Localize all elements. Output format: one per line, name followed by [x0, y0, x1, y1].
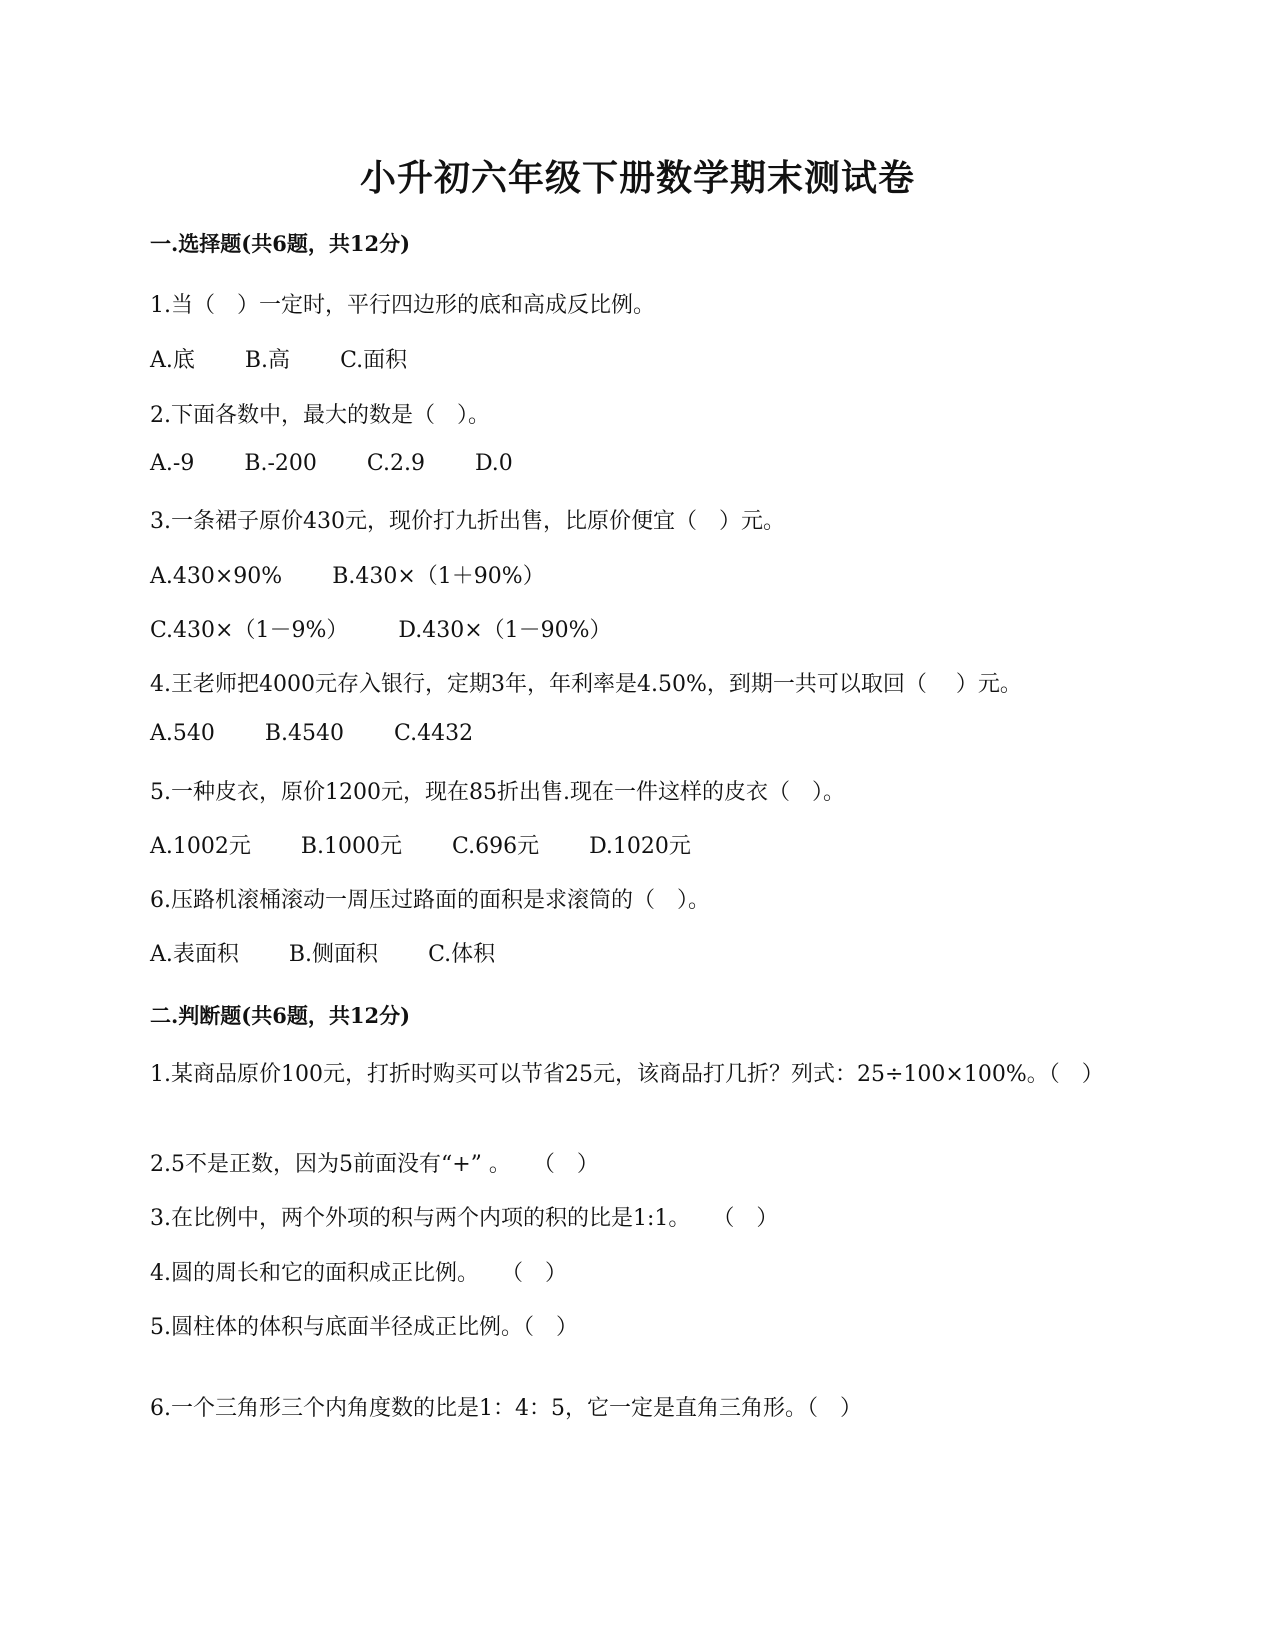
choice-question-6: 6.压路机滚桶滚动一周压过路面的面积是求滚筒的（ ）。 [150, 888, 710, 913]
section-heading-judge: 二.判断题(共6题，共12分) [150, 1003, 411, 1028]
option-a: A.430×90% [150, 564, 283, 589]
choice-options-3a [150, 559, 595, 590]
choice-options-3b [150, 613, 662, 644]
choice-options-6 [150, 937, 545, 968]
section-heading-choice: 一.选择题(共6题，共12分) [150, 231, 411, 256]
option-b: B.4540 [264, 721, 345, 746]
option-a: A.-9 [150, 451, 195, 476]
option-d: D.430×（1－90%） [398, 618, 612, 643]
option-d: D.1020元 [589, 834, 691, 859]
option-b: B.1000元 [300, 834, 403, 859]
judge-question-3: 3.在比例中，两个外项的积与两个内项的积的比是1:1。 （ ） [150, 1206, 779, 1231]
choice-options-5 [150, 829, 741, 860]
option-b: B.高 [244, 348, 291, 373]
option-a: A.底 [150, 348, 195, 373]
judge-question-4: 4.圆的周长和它的面积成正比例。 （ ） [150, 1261, 567, 1286]
option-d: D.0 [474, 451, 513, 476]
option-c: C.体积 [428, 942, 496, 967]
option-c: C.696元 [452, 834, 540, 859]
option-b: B.侧面积 [288, 942, 379, 967]
judge-question-2: 2.5不是正数，因为5前面没有“+” 。 （ ） [150, 1152, 599, 1177]
judge-question-1: 1.某商品原价100元，打折时购买可以节省25元，该商品打几折？列式：25÷100×100%。（ ） [150, 1062, 1104, 1087]
option-b: B.-200 [244, 451, 317, 476]
option-a: A.表面积 [150, 942, 239, 967]
choice-options-4 [150, 721, 523, 746]
option-b: B.430×（1＋90%） [332, 564, 545, 589]
option-c: C.面积 [340, 348, 408, 373]
option-a: A.1002元 [150, 834, 251, 859]
judge-question-6: 6.一个三角形三个内角度数的比是1：4：5，它一定是直角三角形。（ ） [150, 1396, 862, 1421]
judge-question-5: 5.圆柱体的体积与底面半径成正比例。（ ） [150, 1315, 578, 1340]
choice-question-4: 4.王老师把4000元存入银行，定期3年，年利率是4.50%，到期一共可以取回（ ）元。 [150, 672, 1022, 697]
page-title: 小升初六年级下册数学期末测试卷 [359, 157, 915, 199]
choice-question-5: 5.一种皮衣，原价1200元，现在85折出售.现在一件这样的皮衣（ ）。 [150, 780, 845, 805]
option-a: A.540 [150, 721, 215, 746]
choice-options-1 [150, 343, 457, 374]
choice-question-1: 1.当（ ）一定时，平行四边形的底和高成反比例。 [150, 293, 655, 318]
choice-question-2: 2.下面各数中，最大的数是（ ）。 [150, 403, 490, 428]
option-c: C.4432 [394, 721, 474, 746]
choice-options-2 [150, 451, 563, 476]
option-c: C.2.9 [366, 451, 425, 476]
choice-question-3: 3.一条裙子原价430元，现价打九折出售，比原价便宜（ ）元。 [150, 509, 785, 534]
option-c: C.430×（1－9%） [150, 618, 349, 643]
